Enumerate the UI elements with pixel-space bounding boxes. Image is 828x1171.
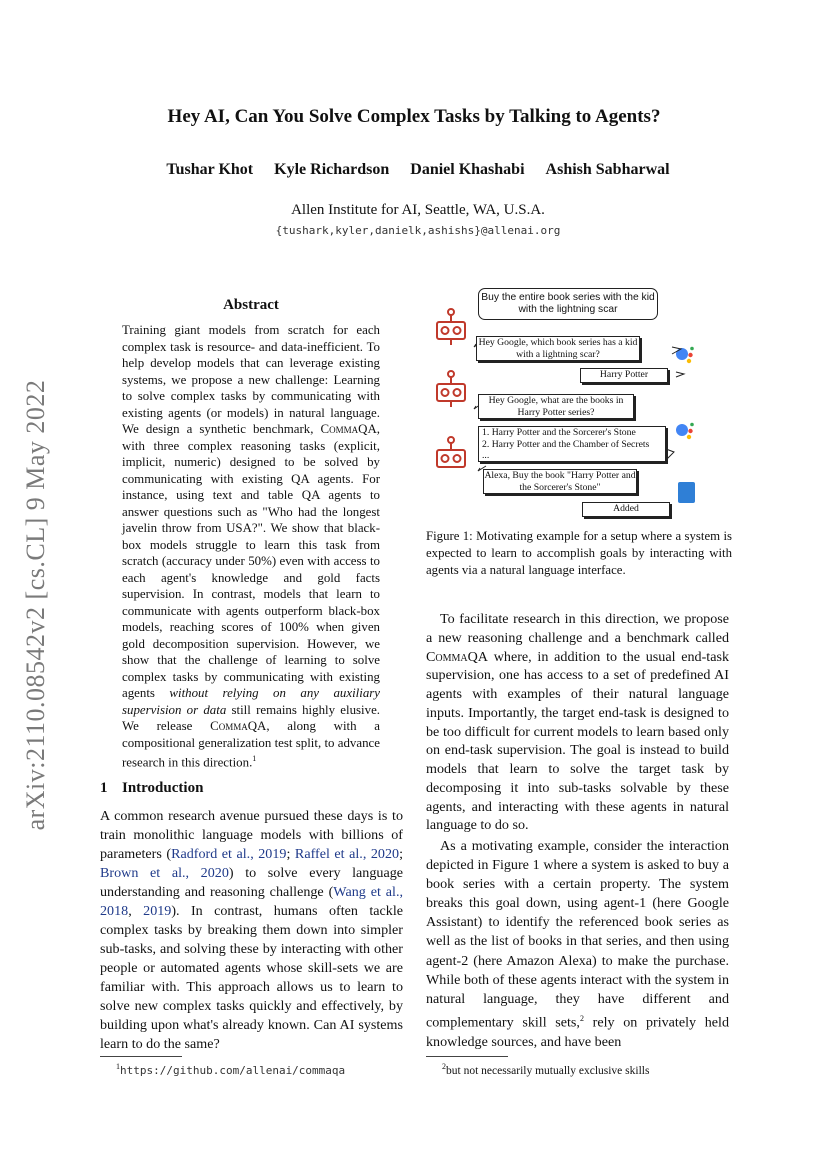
body-text: ). In contrast, humans often tackle complex tasks by breaking them down into simpler sub-tasks, and solving these by interacting with other people or automated agents whose skill-sets we are familiar with. This approach allows us to learn to solve new complex tasks quickly and effectively, by building upon what's already known. Can AI systems learn to do the same? <box>100 903 403 1052</box>
citation-link[interactable]: Radford et al., 2019 <box>171 846 287 862</box>
author-name: Tushar Khot <box>166 161 254 178</box>
citation-separator: ; <box>286 846 295 862</box>
citation-separator: ; <box>399 846 403 862</box>
footnote-rule <box>426 1056 508 1057</box>
citation-link[interactable]: Raffel et al., 2020 <box>294 846 400 862</box>
body-paragraph <box>426 837 729 1052</box>
google-assistant-icon <box>676 423 694 440</box>
query-bubble: Alexa, Buy the book "Harry Potter and the Sorcerer's Stone" <box>484 470 636 493</box>
intro-paragraph <box>100 807 403 1054</box>
goal-bubble: Buy the entire book series with the kid with the lightning scar <box>478 288 658 320</box>
arxiv-identifier <box>18 360 54 850</box>
author-list <box>0 161 828 179</box>
section-number: 1 <box>100 780 108 796</box>
footnote-rule <box>100 1056 182 1057</box>
abstract-text: , with three complex reasoning tasks (explicit, implicit, numeric) designed to be solved by communicating with existing QA agents. For instance, using text and table QA agents to answer questions such as "Who had the longest javelin throw from USA?". We show that black-box models struggle to learn this task from scratch (accuracy under 50%) even with access to each agent's knowledge and gold facts supervision. In contrast, models that learn to communicate with agents outperform black-box models, reaching scores of 100% when given gold decomposition supervision. However, we show that the challenge of learning to solve complex tasks by communicating with existing agents <box>122 422 380 700</box>
footnote-marker[interactable]: 2 <box>579 1013 584 1023</box>
benchmark-name: CommaQA <box>426 648 488 665</box>
author-name: Daniel Khashabi <box>410 161 525 178</box>
abstract-emphasis: without relying on any auxiliary supervision or data <box>122 686 381 717</box>
body-paragraph <box>426 610 729 835</box>
author-name: Kyle Richardson <box>274 161 390 178</box>
abstract-text: Training giant models from scratch for each complex task is resource- and data-inefficient. To help develop models that can leverage existing systems, we propose a new challenge: Learning to solve complex tasks by communicating with existing agents (or models) in natural language. We design a synthetic benchmark, <box>122 323 380 436</box>
footnote-text: but not necessarily mutually exclusive skills <box>446 1064 650 1077</box>
benchmark-name: CommaQA <box>210 719 267 733</box>
citation-link[interactable]: 2019 <box>143 903 172 919</box>
citation-separator: , <box>128 903 144 919</box>
author-name: Ashish Sabharwal <box>545 161 670 178</box>
query-bubble: Hey Google, which book series has a kid with a lightning scar? <box>476 336 640 361</box>
figure-caption: Figure 1: Motivating example for a setup where a system is expected to learn to accomplish goals by interacting with agents via a natural language interface. <box>426 529 732 577</box>
answer-list-item: 2. Harry Potter and the Chamber of Secrets <box>482 438 650 450</box>
citation-link[interactable]: Brown et al., 2020 <box>100 865 229 881</box>
section-title: Introduction <box>122 780 204 796</box>
body-text: As a motivating example, consider the interaction depicted in Figure 1 where a system is asked to buy a book series with a certain property. The system breaks this goal down, using agent-1 (here Google Assistant) to identify the referenced book series as well as the list of books in that series, and then using agent-2 (here Amazon Alexa) to make the purchase. While both of these agents interact with the system in natural language, they have different and complementary skill sets, <box>426 838 729 1031</box>
author-emails: {tushark,kyler,danielk,ashishs}@allenai.org <box>275 224 561 237</box>
section-heading <box>100 780 203 797</box>
answer-list-item: 1. Harry Potter and the Sorcerer's Stone <box>482 427 636 438</box>
arxiv-identifier-text: arXiv:2110.08542v2 [cs.CL] 9 May 2022 <box>21 379 50 831</box>
footnote-marker[interactable]: 1 <box>252 754 257 763</box>
footnote-1 <box>116 1062 345 1077</box>
body-text: A common research avenue pursued these days is to train monolithic language models with billions of parameters ( <box>100 808 403 862</box>
footnote-marker: 2 <box>442 1062 446 1071</box>
robot-icon <box>437 309 465 345</box>
google-assistant-icon <box>676 347 694 364</box>
body-text: ) to solve every language understanding and reasoning challenge ( <box>100 865 404 900</box>
abstract-text: , along with a compositional generalization test split, to advance research in this direction. <box>122 719 381 770</box>
answer-bubble: Added <box>582 502 670 517</box>
alexa-icon <box>678 482 695 503</box>
benchmark-name: CommaQA <box>320 422 377 436</box>
query-bubble: Hey Google, what are the books in Harry Potter series? <box>478 394 634 419</box>
body-text: rely on privately held knowledge sources, and have been <box>426 1014 729 1050</box>
footnote-2 <box>442 1062 649 1077</box>
answer-bubble: Harry Potter <box>580 368 668 383</box>
paper-title: Hey AI, Can You Solve Complex Tasks by Talking to Agents? <box>167 106 661 127</box>
abstract-body <box>122 322 380 771</box>
answer-list-item: ... <box>482 450 490 461</box>
answer-bubble <box>478 426 666 462</box>
citation-link[interactable]: Wang et al., 2018 <box>100 884 403 919</box>
abstract-heading: Abstract <box>223 297 279 313</box>
abstract-text: still remains highly elusive. We release <box>122 702 381 733</box>
figure-1 <box>428 284 730 524</box>
robot-icon <box>437 371 465 407</box>
repo-url-link[interactable]: https://github.com/allenai/commaqa <box>120 1063 346 1077</box>
body-text: where, in addition to the usual end-task supervision, one has access to a set of predefined AI agents with examples of their natural language inputs. Importantly, the target end-task is designed to be too difficult for current models to learn based only on end-task supervision. The goal is instead to build models that learn to solve the target task by decomposing it into sub-tasks solvable by these agents, and interacting with these agents in natural language to do so. <box>426 648 729 834</box>
body-text: To facilitate research in this direction, we propose a new reasoning challenge and a benchmark called <box>426 611 729 646</box>
robot-icon <box>437 437 465 467</box>
affiliation: Allen Institute for AI, Seattle, WA, U.S.A. <box>291 202 545 218</box>
footnote-marker: 1 <box>116 1062 120 1071</box>
